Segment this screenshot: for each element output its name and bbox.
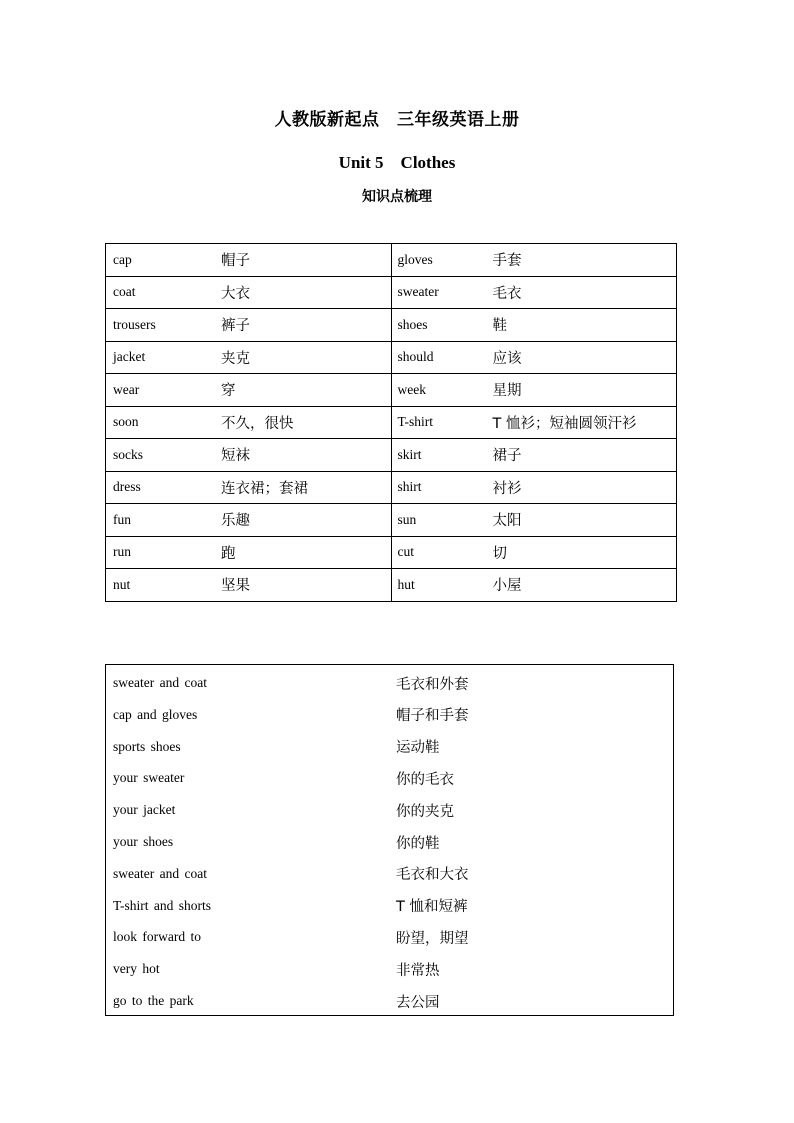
english-phrase: cap and gloves xyxy=(113,706,198,722)
vocabulary-table xyxy=(105,243,677,602)
vocab-cell-right xyxy=(391,309,677,342)
list-item xyxy=(106,671,673,695)
chinese-phrase: 你的鞋 xyxy=(396,835,440,852)
english-word: sun xyxy=(397,511,417,527)
chinese-meaning: 坚果 xyxy=(221,578,250,595)
table-row xyxy=(106,406,677,439)
chinese-phrase: 盼望，期望 xyxy=(396,930,469,947)
vocab-cell-right xyxy=(391,536,677,569)
english-word: socks xyxy=(113,446,143,462)
chinese-meaning: 鞋 xyxy=(492,318,507,335)
english-word: cap xyxy=(113,251,132,267)
chinese-phrase: 你的夹克 xyxy=(396,803,454,820)
vocab-cell-left xyxy=(106,341,392,374)
english-word: hut xyxy=(397,576,415,592)
list-item xyxy=(106,989,673,1013)
chinese-meaning: 裤子 xyxy=(221,318,250,335)
vocab-cell-right xyxy=(391,504,677,537)
table-row xyxy=(106,341,677,374)
chinese-meaning: 连衣裙；套裙 xyxy=(221,480,308,497)
chinese-phrase: 非常热 xyxy=(396,962,440,979)
english-phrase: T-shirt and shorts xyxy=(113,897,211,913)
english-word: nut xyxy=(113,576,131,592)
unit-title: Unit 5 Clothes xyxy=(338,153,456,172)
english-word: should xyxy=(397,349,434,365)
chinese-meaning: 不久，很快 xyxy=(221,415,294,432)
english-word: coat xyxy=(113,284,136,300)
english-word: shoes xyxy=(397,316,428,332)
list-item xyxy=(106,798,673,822)
english-phrase: go to the park xyxy=(113,993,194,1008)
english-phrase: your sweater xyxy=(113,770,185,786)
chinese-meaning: 毛衣 xyxy=(492,285,522,302)
english-word: wear xyxy=(113,381,140,397)
english-word: gloves xyxy=(397,251,433,267)
english-phrase: very hot xyxy=(113,961,160,977)
vocab-cell-right xyxy=(391,569,677,602)
english-phrase: sweater and coat xyxy=(113,865,207,881)
chinese-meaning: 穿 xyxy=(221,383,236,400)
vocab-cell-left xyxy=(106,374,392,407)
vocab-cell-right xyxy=(391,406,677,439)
list-item xyxy=(106,735,673,759)
vocab-cell-left xyxy=(106,471,392,504)
chinese-meaning: 小屋 xyxy=(492,578,522,595)
list-item xyxy=(106,862,673,886)
vocab-cell-left xyxy=(106,406,392,439)
vocab-cell-left xyxy=(106,439,392,472)
english-word: run xyxy=(113,544,131,560)
chinese-phrase: 帽子和手套 xyxy=(396,708,469,725)
chinese-meaning: 太阳 xyxy=(492,513,522,530)
list-item xyxy=(106,766,673,790)
english-word: shirt xyxy=(397,479,422,495)
english-phrase: look forward to xyxy=(113,929,201,945)
chinese-phrase: 运动鞋 xyxy=(396,740,440,757)
vocab-cell-right xyxy=(391,341,677,374)
list-item xyxy=(106,894,673,918)
chinese-meaning: 衬衫 xyxy=(492,480,522,497)
table-row xyxy=(106,536,677,569)
vocab-cell-left xyxy=(106,244,392,277)
list-item xyxy=(106,925,673,949)
vocab-cell-left xyxy=(106,536,392,569)
chinese-meaning: 手套 xyxy=(492,253,522,270)
english-word: skirt xyxy=(397,446,422,462)
section-title: 知识点梳理 xyxy=(362,190,432,205)
chinese-meaning: 跑 xyxy=(221,545,236,562)
english-phrase: your shoes xyxy=(113,834,174,849)
chinese-phrase: 毛衣和大衣 xyxy=(396,867,469,884)
table-row xyxy=(106,504,677,537)
page-title: 人教版新起点 三年级英语上册 xyxy=(274,110,520,129)
vocab-cell-right xyxy=(391,244,677,277)
chinese-meaning: 应该 xyxy=(492,350,522,367)
english-word: week xyxy=(397,381,426,397)
vocab-cell-left xyxy=(106,504,392,537)
chinese-meaning: 帽子 xyxy=(221,253,250,270)
chinese-meaning: 短袜 xyxy=(221,448,250,465)
english-word: soon xyxy=(113,414,139,430)
english-word: jacket xyxy=(113,349,146,365)
chinese-meaning: 裙子 xyxy=(492,448,522,465)
table-row xyxy=(106,471,677,504)
english-word: dress xyxy=(113,479,141,495)
english-word: fun xyxy=(113,511,131,527)
table-row xyxy=(106,244,677,277)
table-row xyxy=(106,309,677,342)
chinese-meaning: 夹克 xyxy=(221,350,250,367)
vocab-cell-left xyxy=(106,309,392,342)
table-row xyxy=(106,569,677,602)
english-word: sweater xyxy=(397,284,439,300)
english-word: cut xyxy=(397,544,414,560)
phrases-table xyxy=(105,664,674,1016)
chinese-meaning: T 恤衫；短袖圆领汗衫 xyxy=(492,415,637,432)
english-word: trousers xyxy=(113,316,156,332)
list-item xyxy=(106,830,673,854)
english-phrase: sports shoes xyxy=(113,738,181,754)
vocab-cell-left xyxy=(106,569,392,602)
chinese-phrase: T 恤和短裤 xyxy=(396,899,468,916)
english-phrase: sweater and coat xyxy=(113,675,207,690)
chinese-meaning: 切 xyxy=(492,545,507,562)
english-phrase: your jacket xyxy=(113,802,176,818)
list-item xyxy=(106,957,673,981)
vocab-cell-right xyxy=(391,439,677,472)
vocab-cell-right xyxy=(391,276,677,309)
vocab-cell-right xyxy=(391,374,677,407)
chinese-meaning: 星期 xyxy=(492,383,522,400)
chinese-phrase: 你的毛衣 xyxy=(396,771,454,788)
vocab-cell-left xyxy=(106,276,392,309)
chinese-phrase: 毛衣和外套 xyxy=(396,676,469,693)
vocab-cell-right xyxy=(391,471,677,504)
english-word: T-shirt xyxy=(397,414,434,430)
chinese-meaning: 乐趣 xyxy=(221,513,250,530)
table-row xyxy=(106,374,677,407)
chinese-meaning: 大衣 xyxy=(221,285,250,302)
table-row xyxy=(106,276,677,309)
list-item xyxy=(106,703,673,727)
table-row xyxy=(106,439,677,472)
chinese-phrase: 去公园 xyxy=(396,994,440,1011)
